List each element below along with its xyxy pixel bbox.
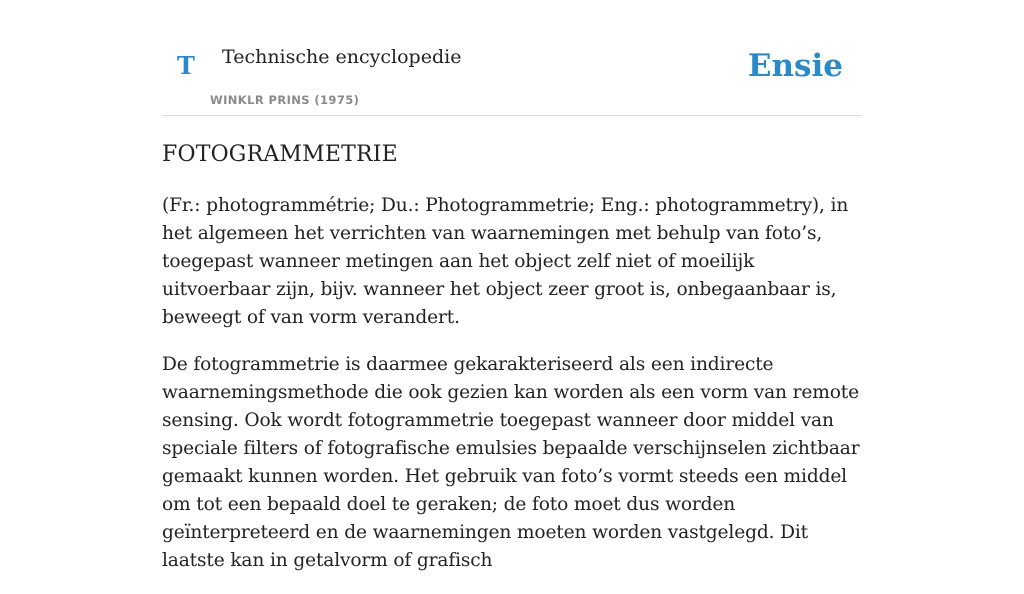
book-source: WINKLR PRINS (1975) [210, 93, 360, 107]
header [162, 0, 862, 116]
brand-logo[interactable]: Ensie [747, 48, 843, 84]
book-logo-icon[interactable]: T [177, 51, 195, 80]
book-title-link[interactable]: Technische encyclopedie [222, 46, 462, 68]
article-paragraph: De fotogrammetrie is daarmee gekarakteriseerd als een indirecte waarnemingsmethode die ook gezien kan worden als een vorm van remote sensing. Ook wordt fotogrammetrie toegepast wanneer door middel van speciale filters of fotografische emulsies bepaalde verschijnselen zichtbaar gemaakt kunnen worden. Het gebruik van foto’s vormt steeds een middel om tot een bepaald doel te geraken; de foto moet dus worden geïnterpreteerd en de waarnemingen moeten worden vastgelegd. Dit laatste kan in getalvorm of grafisch [162, 353, 860, 571]
article [162, 140, 862, 594]
article-paragraph: (Fr.: photogrammétrie; Du.: Photogrammetrie; Eng.: photogrammetry), in het algemeen het verrichten van waarnemingen met behulp van foto’s, toegepast wanneer metingen aan het object zelf niet of moeilijk uitvoerbaar zijn, bijv. wanneer het object zeer groot is, onbegaanbaar is, beweegt of van vorm verandert. [162, 194, 849, 328]
article-title: FOTOGRAMMETRIE [162, 142, 398, 167]
